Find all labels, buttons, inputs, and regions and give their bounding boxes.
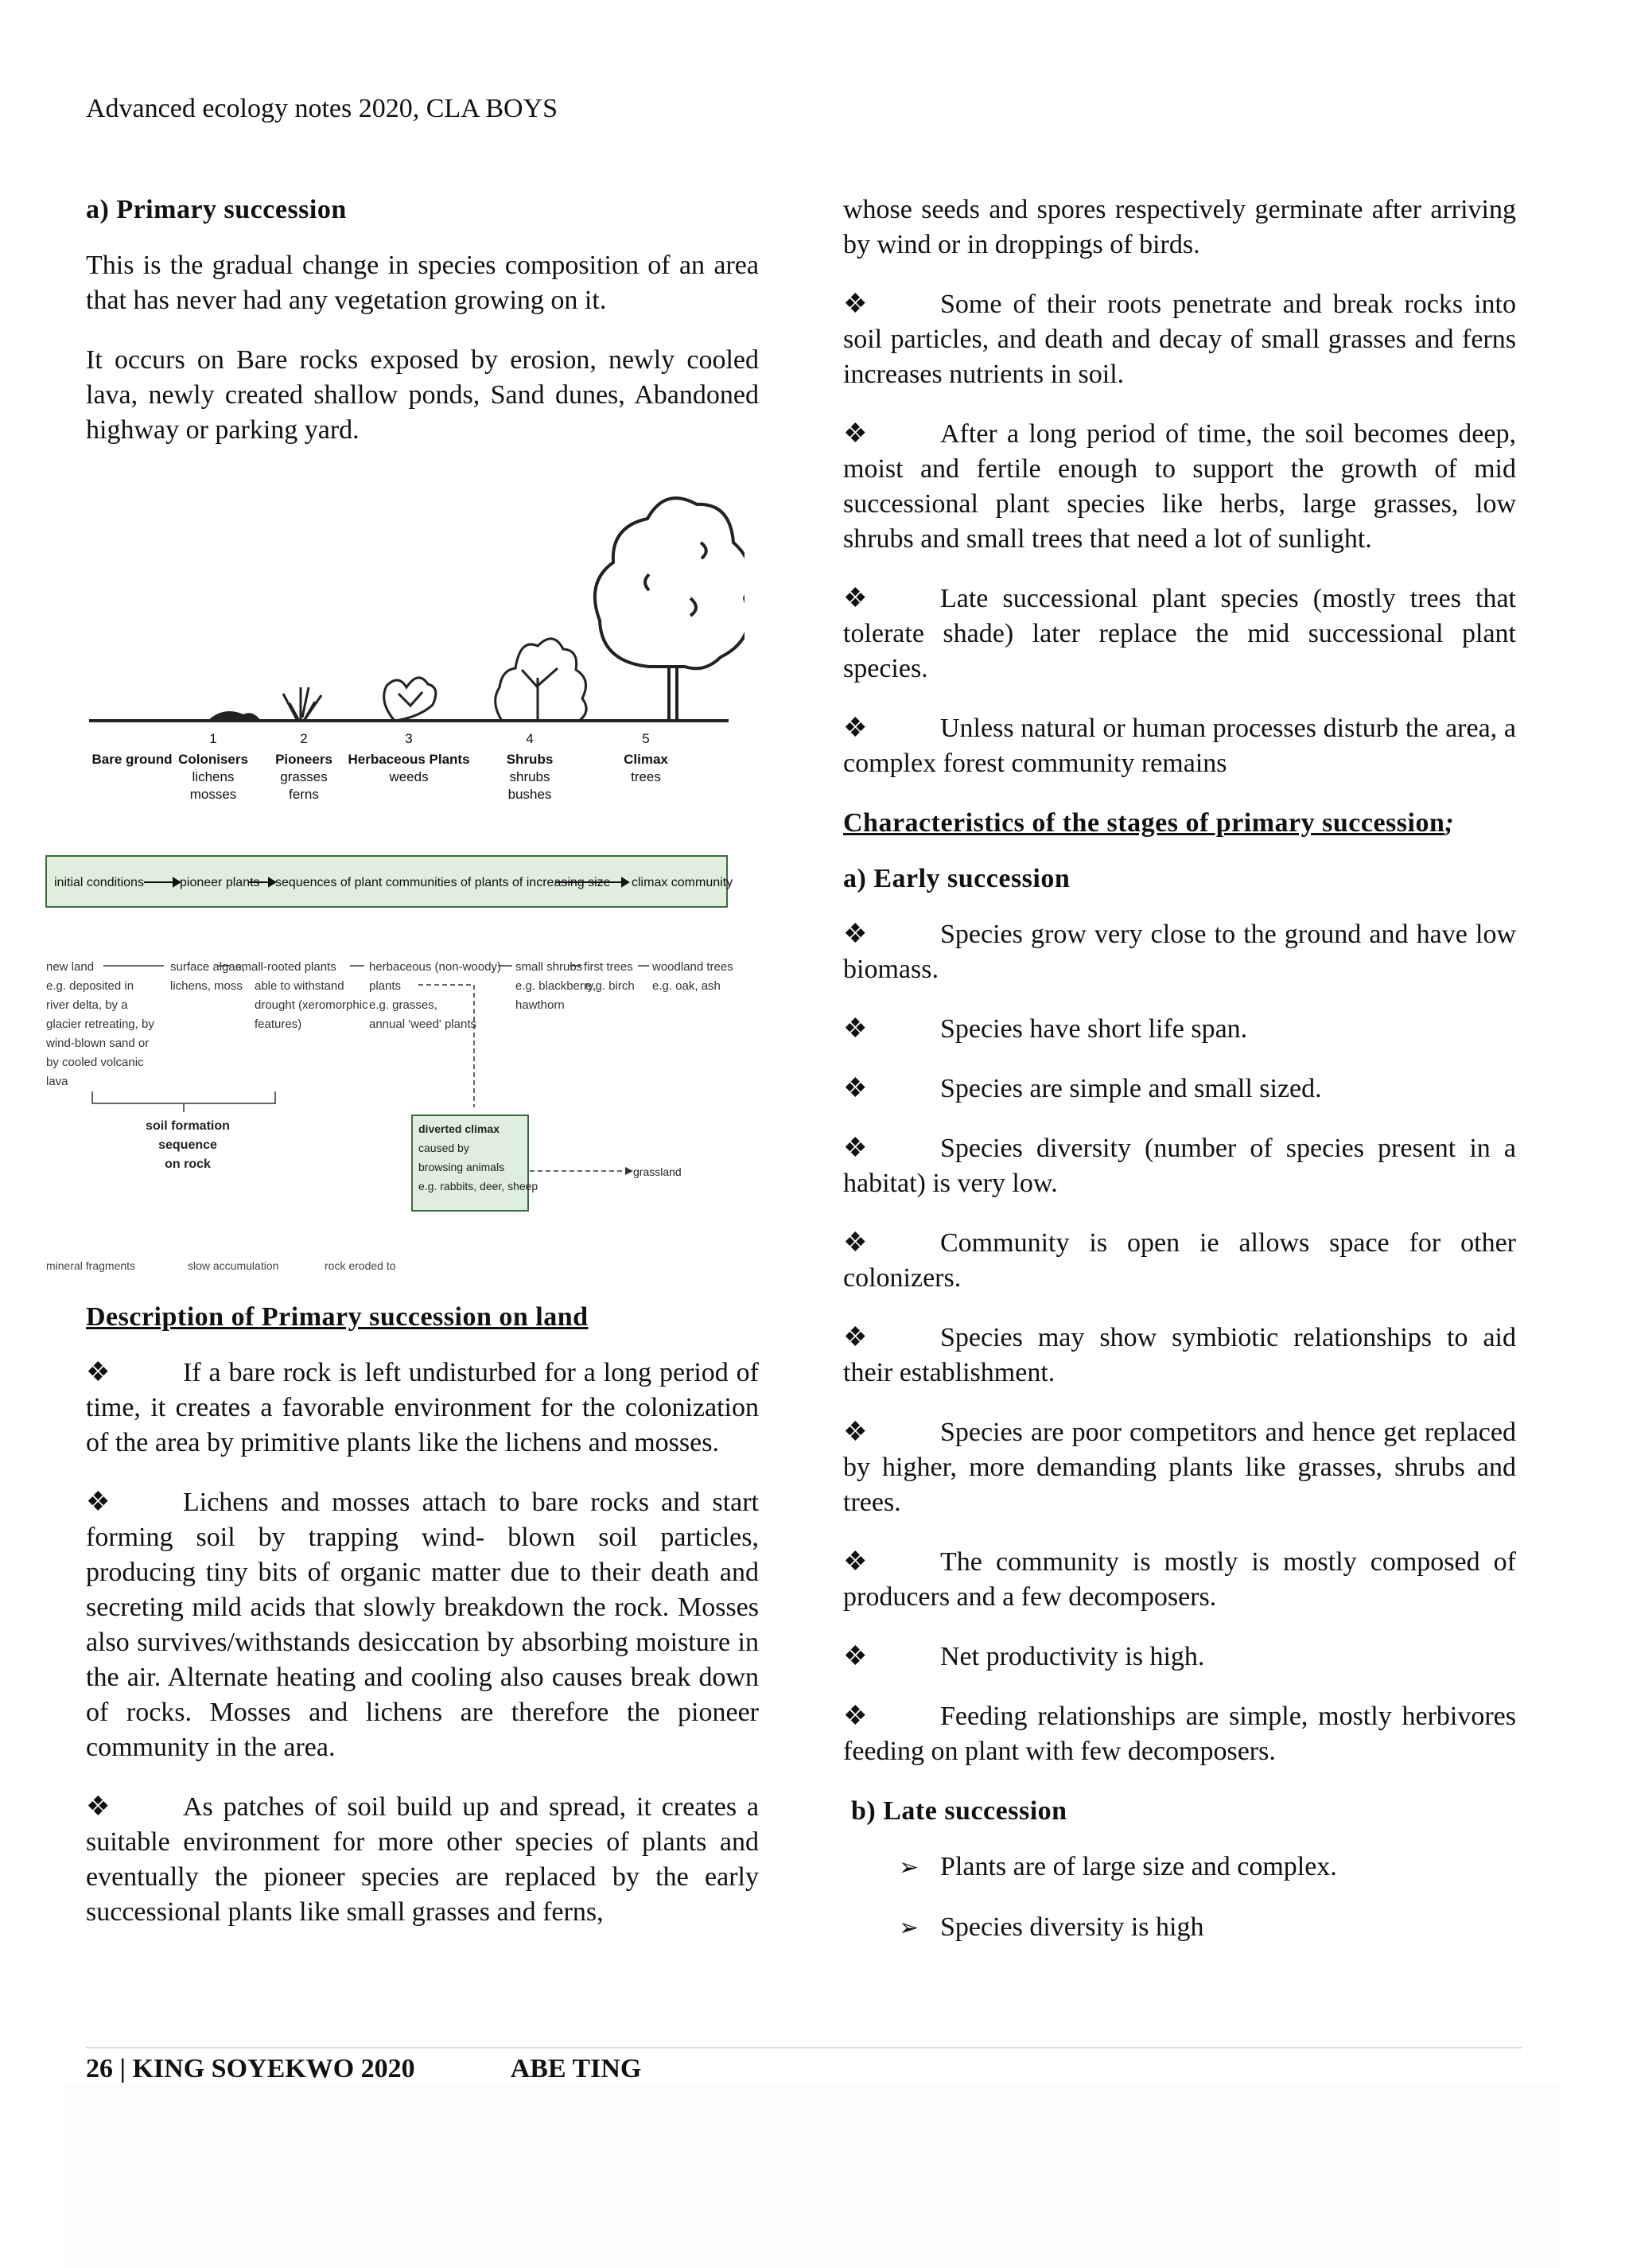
diverted-line-2: browsing animals <box>418 1161 505 1173</box>
early-item-9: ❖ Feeding relationships are simple, mostly herbivores feeding on plant with few decomposers. <box>843 1699 1516 1769</box>
shrub-icon <box>496 639 586 721</box>
flow-bar-climax: climax community <box>632 876 733 889</box>
page-header: Advanced ecology notes 2020, CLA BOYS <box>86 94 558 123</box>
chain-small-rooted: small-rooted plants <box>235 960 336 974</box>
late-item-0: ➢ Plants are of large size and complex. <box>843 1850 1516 1885</box>
shrub-note: hawthorn <box>515 998 565 1012</box>
stage-1-name: Colonisers <box>178 752 248 767</box>
bullet-icon: ❖ <box>843 1228 868 1258</box>
description-item-1: ❖ Lichens and mosses attach to bare rocks and start forming soil by trapping wind- blown soil particles, producing tiny bits of organic matter due to their death and secreting mild acids that slowly breakdown the rock. Mosses also survives/withstands desiccation by absorbing moisture in the air. Alternate heating and cooling also causes break down of rocks. Mosses and lichens are therefore the pioneer community in the area. <box>86 1485 759 1765</box>
chain-first-trees: first trees <box>584 960 633 974</box>
stage-3-name: Herbaceous Plants <box>348 752 470 767</box>
newland-note-3: wind-blown sand or <box>46 1037 150 1050</box>
flow-bar-initial: initial conditions <box>54 876 144 889</box>
description-item-0: ❖ If a bare rock is left undisturbed for a long period of time, it creates a favorable environment for the colonization of the area by primitive plants like the lichens and mosses. <box>86 1356 759 1461</box>
bullet-icon: ❖ <box>843 714 868 743</box>
bullet-icon: ❖ <box>843 290 868 319</box>
chain2-lichens: lichens, moss <box>170 979 243 993</box>
stage-4-sub2: bushes <box>507 787 552 802</box>
pioneer-grass-icon <box>283 687 321 721</box>
description-item-2: ❖ As patches of soil build up and spread, it creates a suitable environment for more other species of plants and eventually the pioneer species are replaced by the early successional plants like small grasses and ferns, <box>86 1790 759 1930</box>
chain-woodland-trees: woodland trees <box>652 960 733 974</box>
footer-page-info: 26 | KING SOYEKWO 2020 <box>86 2054 415 2083</box>
bottom-cut-0: mineral fragments <box>46 1259 136 1272</box>
footer-rule <box>86 2047 1522 2048</box>
bullet-icon: ❖ <box>843 1074 868 1103</box>
stage-4-name: Shrubs <box>506 752 554 767</box>
characteristics-heading: Characteristics of the stages of primary succession; <box>843 808 1455 838</box>
early-item-1: ❖ Species have short life span. <box>843 1012 1516 1047</box>
stage-3-num: 3 <box>405 731 413 746</box>
right-column <box>843 193 1516 1970</box>
primary-succession-heading: a) Primary succession <box>86 195 347 224</box>
early-item-7: ❖ The community is mostly is mostly composed of producers and a few decomposers. <box>843 1545 1516 1615</box>
herb-note-1: annual 'weed' plants <box>369 1017 476 1031</box>
rooted-note-1: features) <box>255 1017 302 1031</box>
arrow-bullet-icon: ➢ <box>899 1854 919 1881</box>
soil-line-2: on rock <box>165 1157 211 1171</box>
arrow-bullet-icon: ➢ <box>899 1915 919 1941</box>
chain2-withstand: able to withstand <box>255 979 344 993</box>
bullet-icon: ❖ <box>843 1014 868 1044</box>
stage-4-num: 4 <box>526 731 534 746</box>
stage-5-name: Climax <box>624 752 668 767</box>
stage-2-name: Pioneers <box>275 752 332 767</box>
page-bottom-shade <box>64 2084 1559 2268</box>
diverted-line-3: e.g. rabbits, deer, sheep <box>418 1180 538 1192</box>
early-item-6: ❖ Species are poor competitors and hence get replaced by higher, more demanding plants like grasses, shrubs and trees. <box>843 1415 1516 1520</box>
newland-note-5: lava <box>46 1075 68 1088</box>
right-item-2: ❖ Late successional plant species (mostly trees that tolerate shade) later replace the mid successional plant species. <box>843 582 1516 687</box>
bullet-icon: ❖ <box>843 584 868 613</box>
soil-line-0: soil formation <box>146 1119 230 1133</box>
chain-surface-algae: surface algae, <box>170 960 246 974</box>
soil-line-1: sequence <box>158 1138 217 1152</box>
succession-figure <box>45 479 745 1274</box>
chain-new-land: new land <box>46 960 95 974</box>
continuation-text: whose seeds and spores respectively germinate after arriving by wind or in droppings of birds. <box>843 195 1516 259</box>
stage-3-sub1: weeds <box>389 769 429 784</box>
flow-bar-pioneer: pioneer plants <box>180 876 260 889</box>
chain-herbaceous: herbaceous (non-woody) <box>369 960 501 974</box>
newland-note-2: glacier retreating, by <box>46 1017 154 1031</box>
stage-2-num: 2 <box>300 731 308 746</box>
early-item-4: ❖ Community is open ie allows space for other colonizers. <box>843 1226 1516 1296</box>
early-succession-heading: a) Early succession <box>843 864 1071 893</box>
early-item-2: ❖ Species are simple and small sized. <box>843 1072 1516 1107</box>
chain2-plants: plants <box>369 979 402 993</box>
chain2-oak: e.g. oak, ash <box>652 979 721 993</box>
herbaceous-plant-icon <box>384 678 436 721</box>
bullet-icon: ❖ <box>843 1547 868 1577</box>
climax-tree-icon <box>595 498 745 721</box>
bullet-icon: ❖ <box>843 1134 868 1163</box>
diverted-line-0: diverted climax <box>418 1122 500 1135</box>
rooted-note-0: drought (xeromorphic <box>255 998 368 1012</box>
primary-definition: This is the gradual change in species composition of an area that has never had any vegetation growing on it. <box>86 251 759 315</box>
early-item-8: ❖ Net productivity is high. <box>843 1640 1516 1675</box>
right-item-1: ❖ After a long period of time, the soil becomes deep, moist and fertile enough to support the growth of mid successional plant species like herbs, large grasses, low shrubs and small trees that need a lot of sunlight. <box>843 417 1516 557</box>
bullet-icon: ❖ <box>86 1792 111 1822</box>
lichen-mound-icon <box>208 711 261 721</box>
stage-2-sub2: ferns <box>289 787 319 802</box>
right-item-0: ❖ Some of their roots penetrate and break rocks into soil particles, and death and decay of small grasses and ferns increases nutrients in soil. <box>843 287 1516 392</box>
bullet-icon: ❖ <box>843 1323 868 1352</box>
stage-2-sub1: grasses <box>280 769 328 784</box>
stage-5-sub1: trees <box>631 769 661 784</box>
description-heading: Description of Primary succession on land <box>86 1302 589 1332</box>
early-item-5: ❖ Species may show symbiotic relationships to aid their establishment. <box>843 1321 1516 1391</box>
bullet-icon: ❖ <box>86 1488 111 1517</box>
newland-note-4: by cooled volcanic <box>46 1056 144 1069</box>
early-item-0: ❖ Species grow very close to the ground and have low biomass. <box>843 917 1516 987</box>
primary-occurrence: It occurs on Bare rocks exposed by erosion, newly cooled lava, newly created shallow ponds, Sand dunes, Abandoned highway or parking yard. <box>86 345 759 445</box>
footer-author: ABE TING <box>510 2054 642 2083</box>
left-column <box>86 193 759 473</box>
stage-5-num: 5 <box>642 731 650 746</box>
stage-4-sub1: shrubs <box>509 769 550 784</box>
bullet-icon: ❖ <box>843 1642 868 1671</box>
bullet-icon: ❖ <box>843 1418 868 1447</box>
bullet-icon: ❖ <box>843 419 868 449</box>
bullet-icon: ❖ <box>843 1702 868 1731</box>
herb-note-0: e.g. grasses, <box>369 998 437 1012</box>
grassland-label: grassland <box>633 1165 682 1178</box>
diverted-line-1: caused by <box>418 1142 469 1154</box>
late-item-1: ➢ Species diversity is high <box>843 1910 1516 1946</box>
stage-1-sub2: mosses <box>189 787 237 802</box>
right-item-3: ❖ Unless natural or human processes disturb the area, a complex forest community remains <box>843 711 1516 781</box>
bottom-cut-2: rock eroded to <box>325 1259 396 1272</box>
description-block <box>86 1300 759 1955</box>
chain2-blackberry: e.g. blackberry, <box>515 979 597 993</box>
stage-1-sub1: lichens <box>192 769 235 784</box>
stage-1-num: 1 <box>209 731 217 746</box>
bullet-icon: ❖ <box>843 920 868 949</box>
bullet-icon: ❖ <box>86 1358 111 1387</box>
chain-small-shrubs: small shrubs <box>515 960 583 974</box>
flow-bar-sequences: sequences of plant communities of plants of increasing size <box>275 876 611 889</box>
newland-note-0: e.g. deposited in <box>46 979 134 993</box>
newland-note-1: river delta, by a <box>46 998 128 1012</box>
page-footer <box>86 2054 641 2084</box>
bottom-cut-1: slow accumulation <box>188 1259 279 1272</box>
late-succession-heading: b) Late succession <box>851 1796 1067 1826</box>
early-item-3: ❖ Species diversity (number of species present in a habitat) is very low. <box>843 1131 1516 1201</box>
stage-0-name: Bare ground <box>91 752 173 767</box>
chain2-birch: e.g. birch <box>585 979 635 993</box>
